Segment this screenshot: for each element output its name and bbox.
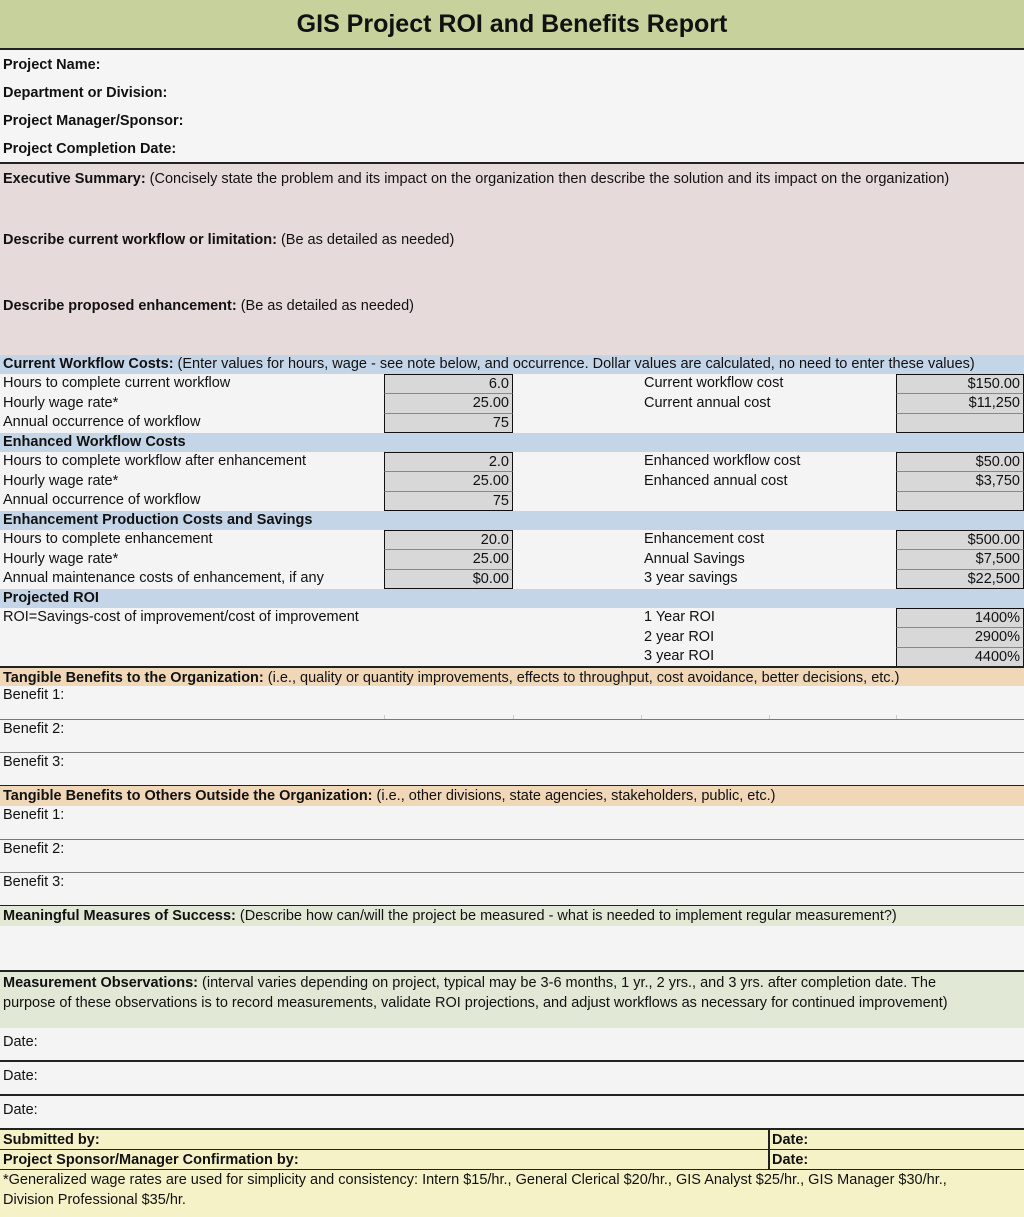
roi-formula: ROI=Savings-cost of improvement/cost of improvement <box>3 609 359 625</box>
benefits-others-header <box>0 786 1024 806</box>
calc-label: Current workflow cost <box>644 375 784 391</box>
benefits-others-label: Tangible Benefits to Others Outside the Organization: <box>3 788 373 804</box>
benefits-org-hint: (i.e., quality or quantity improvements, effects to throughput, cost avoidance, better decisions, etc.) <box>263 670 900 686</box>
observation-date-1-field[interactable]: Date: <box>0 1028 1024 1062</box>
row-label: Hourly wage rate* <box>3 394 119 411</box>
current-workflow-cost-value: $150.00 <box>896 374 1024 394</box>
proposed-enhancement-field[interactable] <box>3 298 414 314</box>
roi-1yr-label: 1 Year ROI <box>644 609 715 625</box>
benefit-others-1-field[interactable]: Benefit 1: <box>0 806 1024 840</box>
current-annual-cost-value: $11,250 <box>896 394 1024 414</box>
benefits-org-header <box>0 666 1024 686</box>
benefits-org-label: Tangible Benefits to the Organization: <box>3 670 264 686</box>
submitted-row <box>0 1130 1024 1150</box>
wage-footnote <box>3 1170 1018 1210</box>
enhancement-cost-value: $500.00 <box>896 530 1024 550</box>
benefits-others-hint: (i.e., other divisions, state agencies, stakeholders, public, etc.) <box>372 788 776 804</box>
benefit-org-1-field[interactable]: Benefit 1: <box>0 686 1024 720</box>
table-row <box>0 628 1024 648</box>
report-title: GIS Project ROI and Benefits Report <box>296 9 728 38</box>
annual-savings-value: $7,500 <box>896 550 1024 570</box>
enhancement-wage-input[interactable]: 25.00 <box>384 550 513 570</box>
benefit-org-2-field[interactable]: Benefit 2: <box>0 720 1024 754</box>
confirmation-by-field[interactable]: Project Sponsor/Manager Confirmation by: <box>3 1152 299 1168</box>
manager-field[interactable]: Project Manager/Sponsor: <box>3 113 184 129</box>
project-name-field[interactable]: Project Name: <box>3 57 101 73</box>
calc-label: Current annual cost <box>644 394 771 411</box>
enhanced-workflow-cost-value: $50.00 <box>896 452 1024 472</box>
benefit-others-3-field[interactable]: Benefit 3: <box>0 873 1024 907</box>
proposed-enhancement-hint: (Be as detailed as needed) <box>236 298 415 314</box>
row-label: Annual maintenance costs of enhancement, if any <box>3 570 324 586</box>
row-label: Hourly wage rate* <box>3 550 119 567</box>
footnote-line-1: *Generalized wage rates are used for simplicity and consistency: Intern $15/hr., General Clerical $20/hr., GIS Analyst $25/hr., GIS Manager $30/hr., <box>3 1172 947 1188</box>
current-workflow-label: Describe current workflow or limitation: <box>3 232 277 248</box>
project-info <box>0 51 1024 164</box>
roi-label: Projected ROI <box>3 590 99 606</box>
maintenance-cost-input[interactable]: $0.00 <box>384 570 513 590</box>
narrative-section <box>0 164 1024 355</box>
grid-tick <box>769 715 770 719</box>
roi-3yr-value: 4400% <box>896 648 1024 668</box>
three-year-savings-value: $22,500 <box>896 570 1024 590</box>
enhanced-wage-input[interactable]: 25.00 <box>384 472 513 492</box>
enhanced-empty-cell <box>896 492 1024 512</box>
calc-label: Enhanced annual cost <box>644 472 788 489</box>
enhanced-costs-header <box>0 433 1024 452</box>
department-field[interactable]: Department or Division: <box>3 85 168 101</box>
submitted-date-field[interactable]: Date: <box>772 1132 809 1148</box>
table-row <box>0 608 1024 628</box>
current-costs-header <box>0 355 1024 374</box>
exec-summary-field[interactable] <box>3 171 949 187</box>
enhanced-occurrence-input[interactable]: 75 <box>384 492 513 512</box>
calc-label: Enhanced workflow cost <box>644 453 801 469</box>
row-label: Hours to complete workflow after enhancement <box>3 453 307 469</box>
proposed-enhancement-label: Describe proposed enhancement: <box>3 298 237 314</box>
enhanced-hours-input[interactable]: 2.0 <box>384 452 513 472</box>
completion-date-field[interactable]: Project Completion Date: <box>3 141 177 157</box>
measures-hint: (Describe how can/will the project be measured - what is needed to implement regular measurement?) <box>235 908 897 924</box>
observation-date-3-field[interactable]: Date: <box>0 1096 1024 1130</box>
current-workflow-hint: (Be as detailed as needed) <box>276 232 455 248</box>
current-hours-input[interactable]: 6.0 <box>384 374 513 394</box>
observations-hint-2: purpose of these observations is to record measurements, validate ROI projections, and adjust workflows as necessary for continued improvement) <box>3 995 948 1011</box>
row-label: Annual occurrence of workflow <box>3 414 201 430</box>
current-costs-label: Current Workflow Costs: <box>3 356 174 372</box>
column-divider <box>768 1150 770 1170</box>
current-workflow-field[interactable] <box>3 232 454 248</box>
grid-tick <box>513 715 514 719</box>
production-costs-header <box>0 511 1024 530</box>
row-label: Hours to complete current workflow <box>3 375 231 391</box>
current-empty-cell <box>896 414 1024 434</box>
roi-header <box>0 589 1024 608</box>
current-occurrence-input[interactable]: 75 <box>384 414 513 434</box>
measures-header <box>0 906 1024 926</box>
roi-2yr-label: 2 year ROI <box>644 628 715 645</box>
confirmation-row <box>0 1150 1024 1170</box>
roi-3yr-label: 3 year ROI <box>644 648 715 664</box>
exec-summary-hint: (Concisely state the problem and its impact on the organization then describe the solution and its impact on the organization) <box>145 171 950 187</box>
footnote-line-2: Division Professional $35/hr. <box>3 1192 186 1208</box>
grid-tick <box>384 715 385 719</box>
calc-label: Annual Savings <box>644 550 745 567</box>
production-costs-label: Enhancement Production Costs and Savings <box>3 512 313 528</box>
enhancement-hours-input[interactable]: 20.0 <box>384 530 513 550</box>
column-divider <box>768 1130 770 1150</box>
roi-1yr-value: 1400% <box>896 608 1024 628</box>
measures-label: Meaningful Measures of Success: <box>3 908 236 924</box>
table-row <box>0 647 1024 667</box>
benefit-others-2-field[interactable]: Benefit 2: <box>0 840 1024 874</box>
current-costs-hint: (Enter values for hours, wage - see note below, and occurrence. Dollar values are calculated, no need to enter these values) <box>173 356 975 372</box>
observations-hint-1: (interval varies depending on project, typical may be 3-6 months, 1 yr., 2 yrs., and 3 yrs. after completion date. The <box>198 975 937 991</box>
calc-label: Enhancement cost <box>644 531 765 547</box>
row-label: Hourly wage rate* <box>3 472 119 489</box>
title-bar <box>0 0 1024 50</box>
benefit-org-3-field[interactable]: Benefit 3: <box>0 753 1024 787</box>
enhanced-annual-cost-value: $3,750 <box>896 472 1024 492</box>
row-label: Annual occurrence of workflow <box>3 492 201 508</box>
grid-tick <box>896 715 897 719</box>
exec-summary-label: Executive Summary: <box>3 171 146 187</box>
observations-label: Measurement Observations: <box>3 975 199 991</box>
enhanced-costs-label: Enhanced Workflow Costs <box>3 434 186 450</box>
submitted-by-field[interactable]: Submitted by: <box>3 1132 100 1148</box>
calc-label: 3 year savings <box>644 570 738 586</box>
observation-date-2-field[interactable]: Date: <box>0 1062 1024 1096</box>
roi-2yr-value: 2900% <box>896 628 1024 648</box>
current-wage-input[interactable]: 25.00 <box>384 394 513 414</box>
row-label: Hours to complete enhancement <box>3 531 213 547</box>
observations-header <box>0 972 1024 1028</box>
grid-tick <box>641 715 642 719</box>
measures-field[interactable] <box>0 926 1024 972</box>
confirmation-date-field[interactable]: Date: <box>772 1152 809 1168</box>
